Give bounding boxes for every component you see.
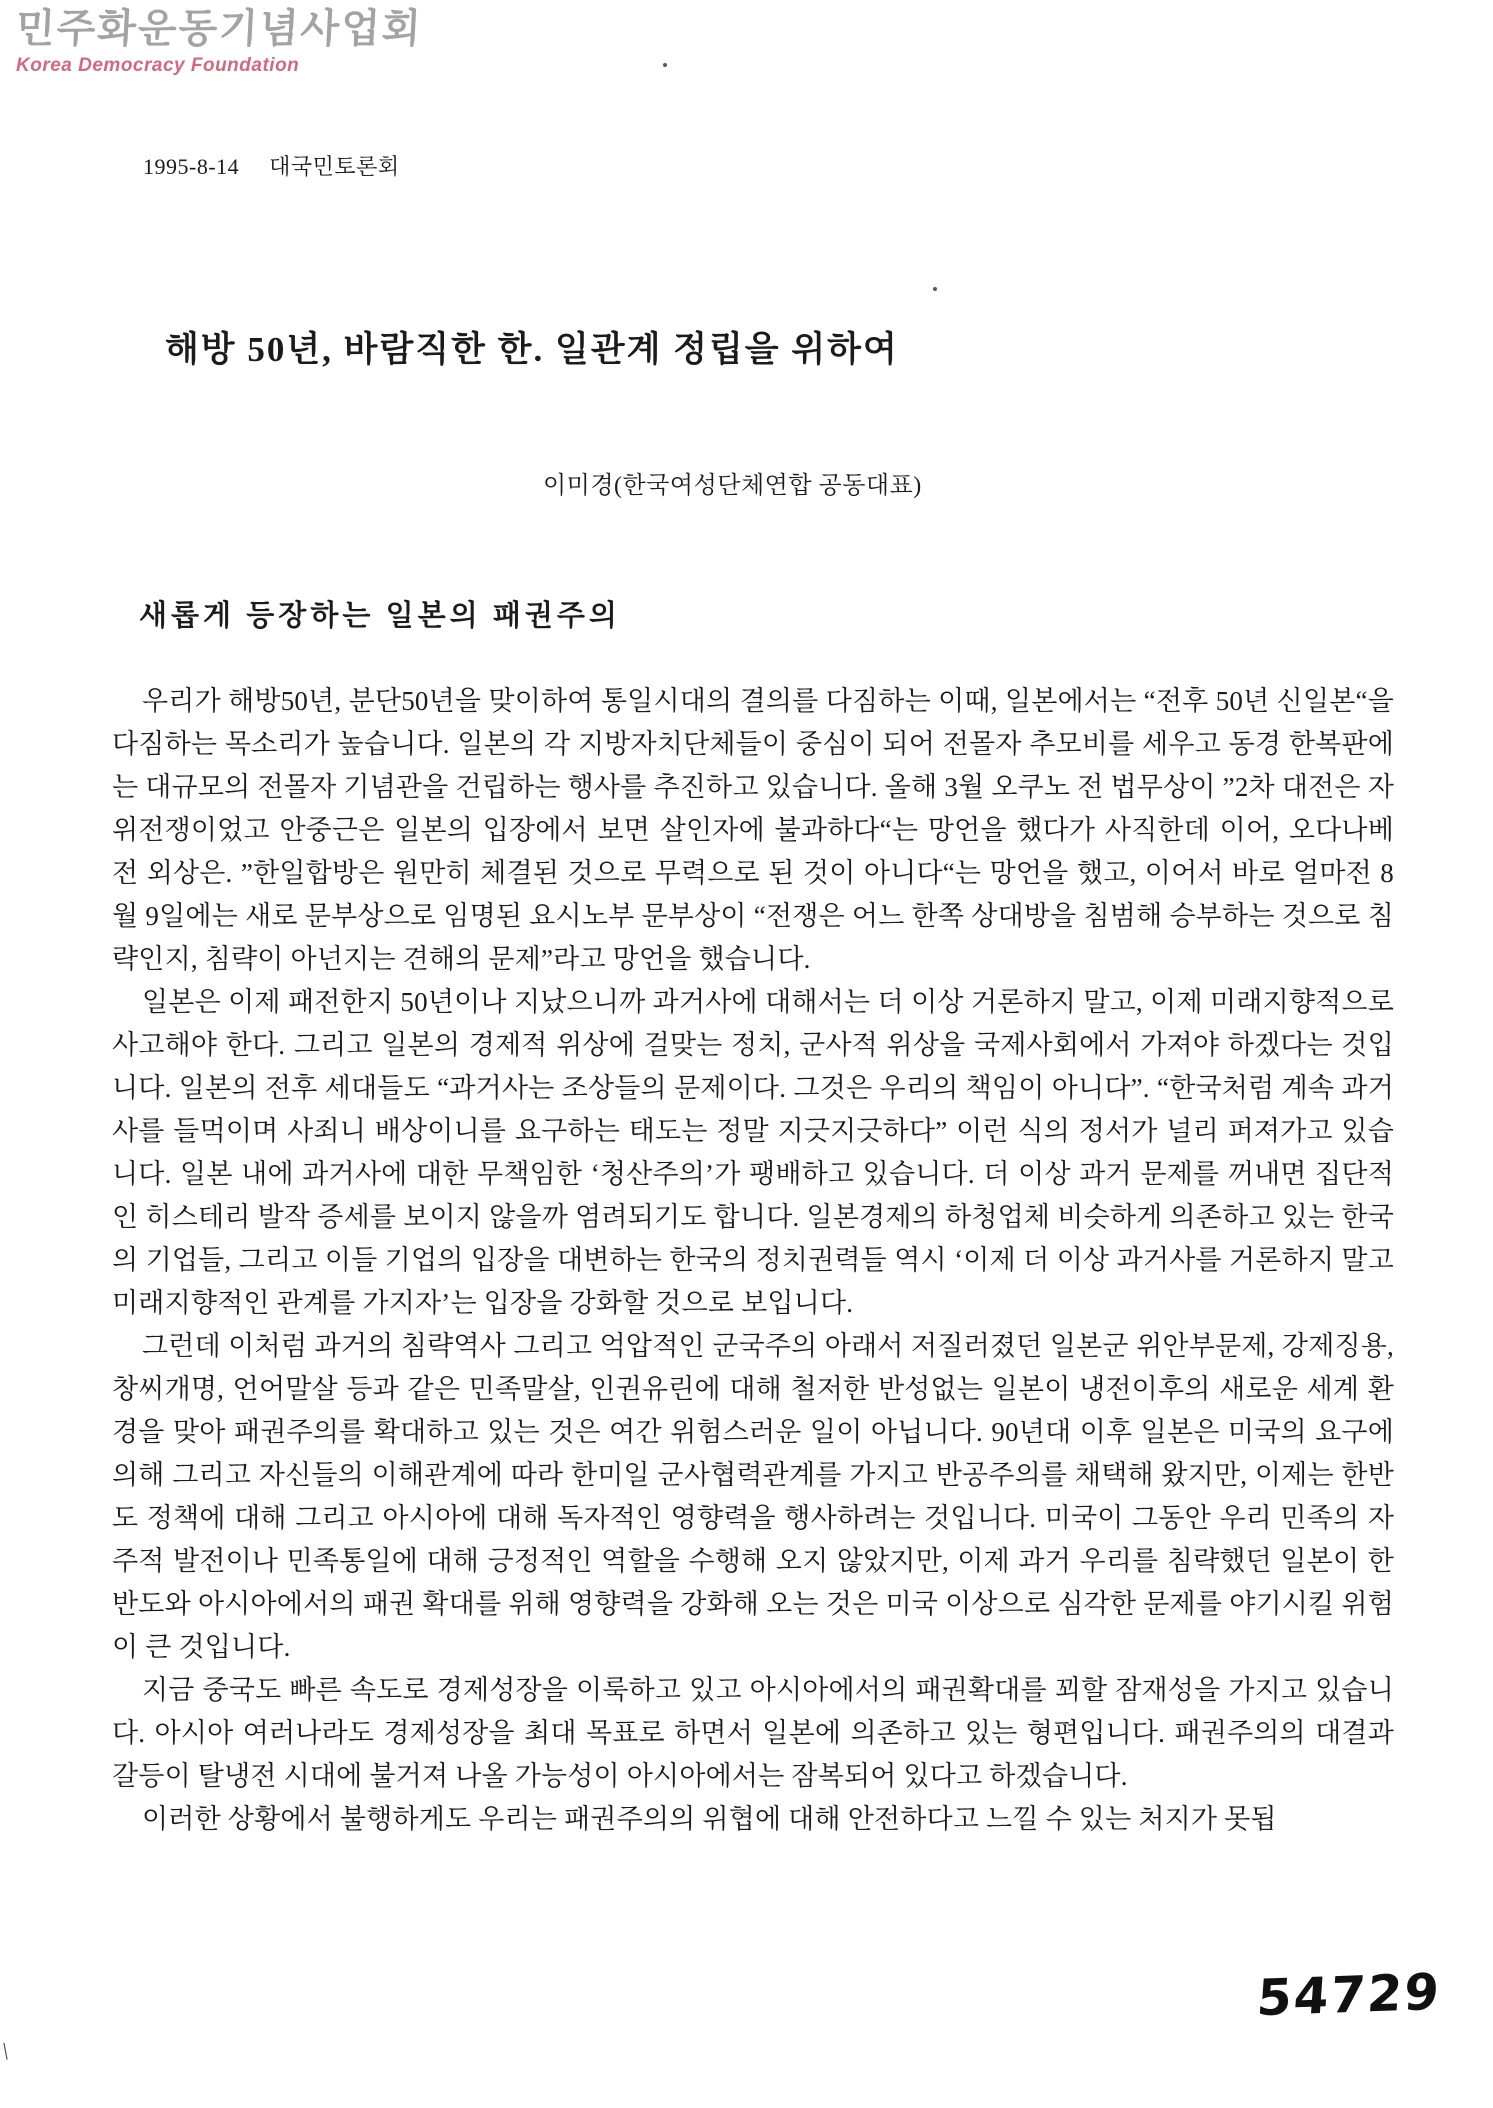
org-logo <box>16 8 422 77</box>
section-heading: 새롭게 등장하는 일본의 패권주의 <box>139 600 621 632</box>
body-text <box>112 680 1394 1841</box>
logo-english-name: Korea Democracy Foundation <box>16 55 300 76</box>
event-name: 대국민토론회 <box>269 154 400 179</box>
document-title: 해방 50년, 바람직한 한. 일관계 정립을 위하여 <box>165 330 899 369</box>
scan-speck <box>663 63 667 67</box>
scan-corner-mark: \ <box>0 2038 11 2066</box>
logo-korean-calligraphy: 민주화운동기념사업회 <box>14 6 424 52</box>
paragraph: 그런데 이처럼 과거의 침략역사 그리고 억압적인 군국주의 아래서 저질러졌던 일본군 위안부문제, 강제징용, 창씨개명, 언어말살 등과 같은 민족말살, 인권유린에 대해 철저한 반성없는 일본이 냉전이후의 새로운 세계 환경을 맞아 패권주의를 확대하고 있는 것은 여간 위험스러운 일이 아닙니다. 90년대 이후 일본은 미국의 요구에 의해 그리고 자신들의 이해관계에 따라 한미일 군사협력관계를 가지고 반공주의를 채택해 왔지만, 이제는 한반도 정책에 대해 그리고 아시아에 대해 독자적인 영향력을 행사하려는 것입니다. 미국이 그동안 우리 민족의 자주적 발전이나 민족통일에 대해 긍정적인 역할을 수행해 오지 않았지만, 이제 과거 우리를 침략했던 일본이 한반도와 아시아에서의 패권 확대를 위해 영향력을 강화해 오는 것은 미국 이상으로 심각한 문제를 야기시킬 위험이 큰 것입니다. <box>112 1331 1394 1662</box>
scan-speck <box>933 287 937 291</box>
paragraph: 이러한 상황에서 불행하게도 우리는 패권주의의 위협에 대해 안전하다고 느낄 수 있는 처지가 못됩 <box>142 1804 1277 1834</box>
byline: 이미경(한국여성단체연합 공동대표) <box>543 473 922 499</box>
document-date: 1995-8-14 <box>143 154 240 179</box>
date-event-line <box>143 150 400 181</box>
paragraph: 지금 중국도 빠른 속도로 경제성장을 이룩하고 있고 아시아에서의 패권확대를 꾀할 잠재성을 가지고 있습니다. 아시아 여러나라도 경제성장을 최대 목표로 하면서 일본에 의존하고 있는 형편입니다. 패권주의의 대결과 갈등이 탈냉전 시대에 불거져 나올 가능성이 아시아에서는 잠복되어 있다고 하겠습니다. <box>112 1675 1394 1791</box>
archive-number-handwritten: 54729 <box>1255 1962 1443 2028</box>
paragraph: 일본은 이제 패전한지 50년이나 지났으니까 과거사에 대해서는 더 이상 거론하지 말고, 이제 미래지향적으로 사고해야 한다. 그리고 일본의 경제적 위상에 걸맞는 정치, 군사적 위상을 국제사회에서 가져야 하겠다는 것입니다. 일본의 전후 세대들도 “과거사는 조상들의 문제이다. 그것은 우리의 책임이 아니다”. “한국처럼 계속 과거사를 들먹이며 사죄니 배상이니를 요구하는 태도는 정말 지긋지긋하다” 이런 식의 정서가 널리 퍼져가고 있습니다. 일본 내에 과거사에 대한 무책임한 ‘청산주의’가 팽배하고 있습니다. 더 이상 과거 문제를 꺼내면 집단적인 히스테리 발작 증세를 보이지 않을까 염려되기도 합니다. 일본경제의 하청업체 비슷하게 의존하고 있는 한국의 기업들, 그리고 이들 기업의 입장을 대변하는 한국의 정치권력들 역시 ‘이제 더 이상 과거사를 거론하지 말고 미래지향적인 관계를 가지자’는 입장을 강화할 것으로 보입니다. <box>112 987 1395 1318</box>
paragraph: 우리가 해방50년, 분단50년을 맞이하여 통일시대의 결의를 다짐하는 이때, 일본에서는 “전후 50년 신일본“을 다짐하는 목소리가 높습니다. 일본의 각 지방자치단체들이 중심이 되어 전몰자 추모비를 세우고 동경 한복판에는 대규모의 전몰자 기념관을 건립하는 행사를 추진하고 있습니다. 올해 3월 오쿠노 전 법무상이 ”2차 대전은 자위전쟁이었고 안중근은 일본의 입장에서 보면 살인자에 불과하다“는 망언을 했다가 사직한데 이어, 오다나베 전 외상은. ”한일합방은 원만히 체결된 것으로 무력으로 된 것이 아니다“는 망언을 했고, 이어서 바로 얼마전 8월 9일에는 새로 문부상으로 임명된 요시노부 문부상이 “전쟁은 어느 한쪽 상대방을 침범해 승부하는 것으로 침략인지, 침략이 아넌지는 견해의 문제”라고 망언을 했습니다. <box>112 686 1394 974</box>
